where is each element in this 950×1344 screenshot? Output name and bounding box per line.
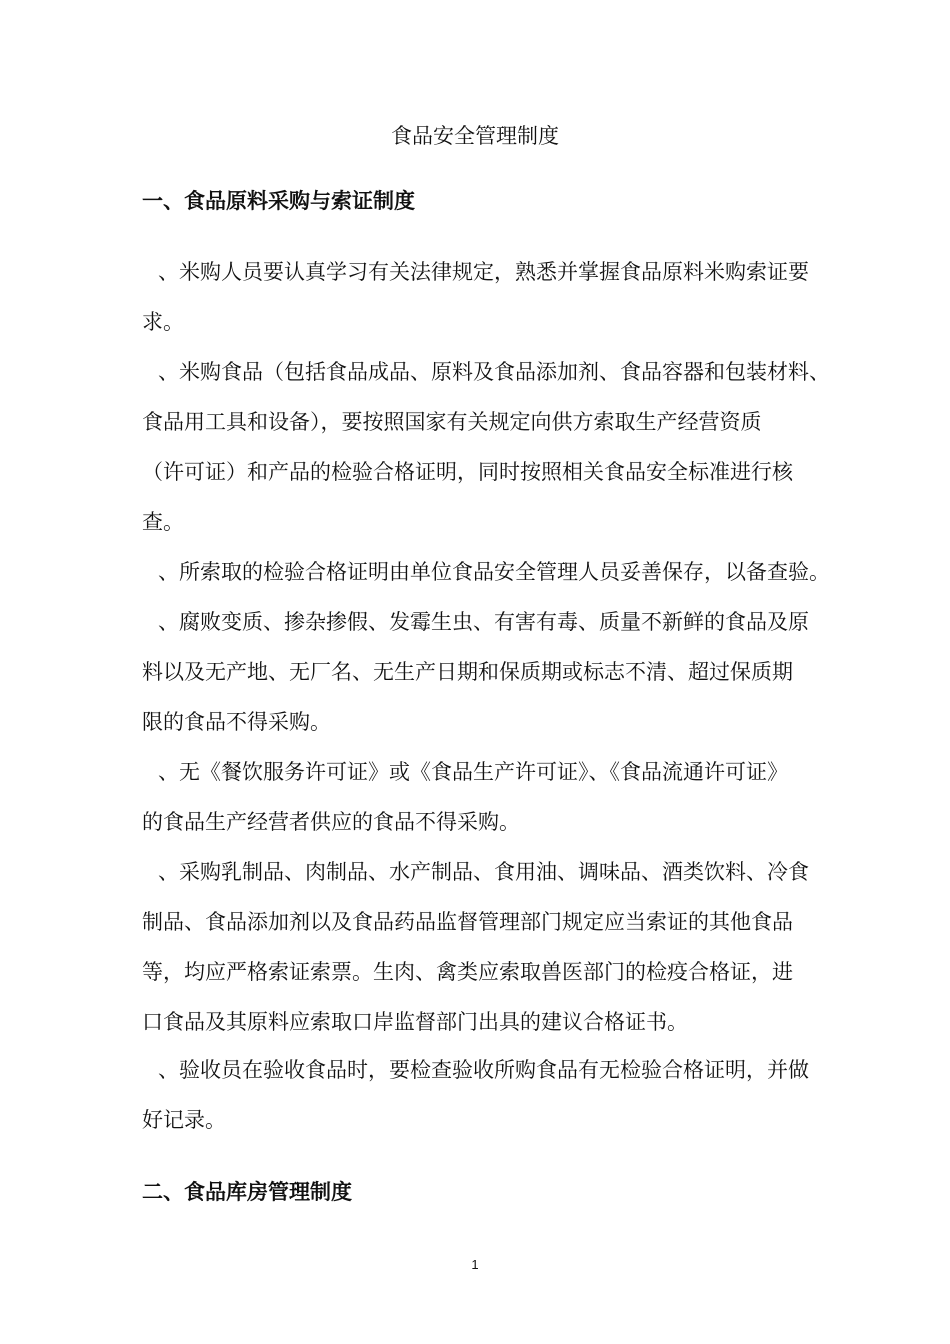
section-heading-2: 二、食品库房管理制度 [142, 1180, 352, 1204]
paragraph-line: 的食品生产经营者供应的食品不得采购。 [142, 810, 520, 834]
paragraph-line: 、米购人员要认真学习有关法律规定，熟悉并掌握食品原料米购索证要 [158, 260, 809, 284]
document-title: 食品安全管理制度 [391, 124, 559, 148]
page-number: 1 [471, 1257, 479, 1272]
paragraph-line: 好记录。 [142, 1108, 226, 1132]
paragraph-4 [142, 608, 872, 758]
paragraph-5 [142, 758, 872, 858]
paragraph-line: 、所索取的检验合格证明由单位食品安全管理人员妥善保存，以备查验。 [158, 560, 830, 584]
paragraph-7 [142, 1056, 872, 1156]
paragraph-line: 食品用工具和设备），要按照国家有关规定向供方索取生产经营资质 [142, 410, 762, 434]
paragraph-line: 限的食品不得采购。 [142, 710, 331, 734]
paragraph-line: 、验收员在验收食品时，要检查验收所购食品有无检验合格证明，并做 [158, 1058, 809, 1082]
paragraph-line: 查。 [142, 510, 184, 534]
paragraph-2 [142, 358, 872, 558]
paragraph-line: 口食品及其原料应索取口岸监督部门出具的建议合格证书。 [142, 1010, 688, 1034]
paragraph-1 [142, 258, 872, 358]
paragraph-6 [142, 858, 872, 1058]
paragraph-3 [142, 558, 872, 608]
paragraph-line: 制品、食品添加剂以及食品药品监督管理部门规定应当索证的其他食品 [142, 910, 793, 934]
paragraph-line: 料以及无产地、无厂名、无生产日期和保质期或标志不清、超过保质期 [142, 660, 793, 684]
paragraph-line: 、无《餐饮服务许可证》或《食品生产许可证》、《食品流通许可证》 [158, 760, 788, 784]
paragraph-line: 等，均应严格索证索票。生肉、禽类应索取兽医部门的检疫合格证，进 [142, 960, 793, 984]
section-heading-1: 一、食品原料采购与索证制度 [142, 189, 415, 213]
paragraph-line: （许可证）和产品的检验合格证明，同时按照相关食品安全标准进行核 [142, 460, 793, 484]
paragraph-line: 求。 [142, 310, 184, 334]
paragraph-line: 、米购食品（包括食品成品、原料及食品添加剂、食品容器和包装材料、 [158, 360, 830, 384]
paragraph-line: 、腐败变质、掺杂掺假、发霉生虫、有害有毒、质量不新鲜的食品及原 [158, 610, 809, 634]
paragraph-line: 、采购乳制品、肉制品、水产制品、食用油、调味品、酒类饮料、冷食 [158, 860, 809, 884]
